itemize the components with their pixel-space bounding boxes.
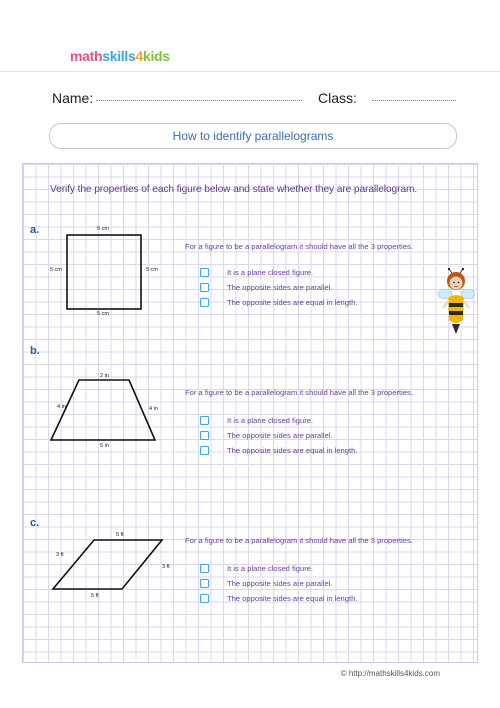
checkbox[interactable] [200, 298, 209, 307]
brand-logo [70, 48, 170, 64]
dim-c-left: 3 ft [56, 552, 64, 558]
problem-b-property-2[interactable]: The opposite sides are parallel. [200, 429, 333, 441]
dim-a-bottom: 5 cm [97, 311, 109, 317]
checkbox[interactable] [200, 446, 209, 455]
checkbox[interactable] [200, 283, 209, 292]
footer-copyright: © http://mathskills4kids.com [340, 669, 440, 678]
header-divider [0, 71, 500, 72]
square-figure [66, 234, 142, 310]
problem-c-property-2[interactable]: The opposite sides are parallel. [200, 577, 333, 589]
problem-a-lead: For a figure to be a parallelogram it should have all the 3 properties. [185, 242, 413, 251]
problem-c-property-1[interactable]: It is a plane closed figure. [200, 562, 313, 574]
checkbox[interactable] [200, 416, 209, 425]
dim-b-left: 4 in [57, 404, 66, 410]
problem-b-label: b. [30, 345, 40, 357]
logo-part-skills: skills [102, 48, 136, 64]
name-label: Name: [52, 90, 94, 106]
problem-b-property-1[interactable]: It is a plane closed figure. [200, 414, 313, 426]
problem-c-property-3[interactable]: The opposite sides are equal in length. [200, 592, 357, 604]
dim-a-top: 5 cm [97, 226, 109, 232]
class-field-line[interactable] [372, 100, 456, 101]
dim-b-right: 4 in [149, 406, 158, 412]
checkbox[interactable] [200, 594, 209, 603]
problem-a-property-1[interactable]: It is a plane closed figure. [200, 266, 313, 278]
girl-bee-illustration [437, 268, 475, 336]
problem-c-lead: For a figure to be a parallelogram it should have all the 3 properties. [185, 536, 413, 545]
checkbox[interactable] [200, 579, 209, 588]
checkbox[interactable] [200, 431, 209, 440]
dim-a-right: 5 cm [146, 267, 158, 273]
dim-c-top: 5 ft [116, 532, 124, 538]
parallelogram-figure [50, 538, 166, 592]
trapezoid-figure [48, 378, 158, 442]
class-label: Class: [318, 90, 357, 106]
worksheet-title: How to identify parallelograms [49, 123, 457, 149]
dim-c-bottom: 5 ft [91, 593, 99, 599]
logo-part-4: 4 [135, 48, 143, 64]
checkbox[interactable] [200, 268, 209, 277]
dim-b-top: 2 in [100, 373, 109, 379]
problem-a-property-3[interactable]: The opposite sides are equal in length. [200, 296, 357, 308]
problem-a-label: a. [30, 224, 40, 236]
instructions-text: Verify the properties of each figure below and state whether they are parallelogram. [50, 184, 418, 195]
logo-part-kids: kids [142, 48, 170, 64]
dim-b-bottom: 5 in [100, 443, 109, 449]
logo-part-math: math [70, 48, 103, 64]
problem-a-property-2[interactable]: The opposite sides are parallel. [200, 281, 333, 293]
problem-b-property-3[interactable]: The opposite sides are equal in length. [200, 444, 357, 456]
problem-b-lead: For a figure to be a parallelogram it should have all the 3 properties. [185, 388, 413, 397]
name-field-line[interactable] [96, 100, 302, 101]
checkbox[interactable] [200, 564, 209, 573]
dim-c-right: 3 ft [162, 564, 170, 570]
problem-c-label: c. [30, 517, 40, 529]
dim-a-left: 5 cm [50, 267, 62, 273]
